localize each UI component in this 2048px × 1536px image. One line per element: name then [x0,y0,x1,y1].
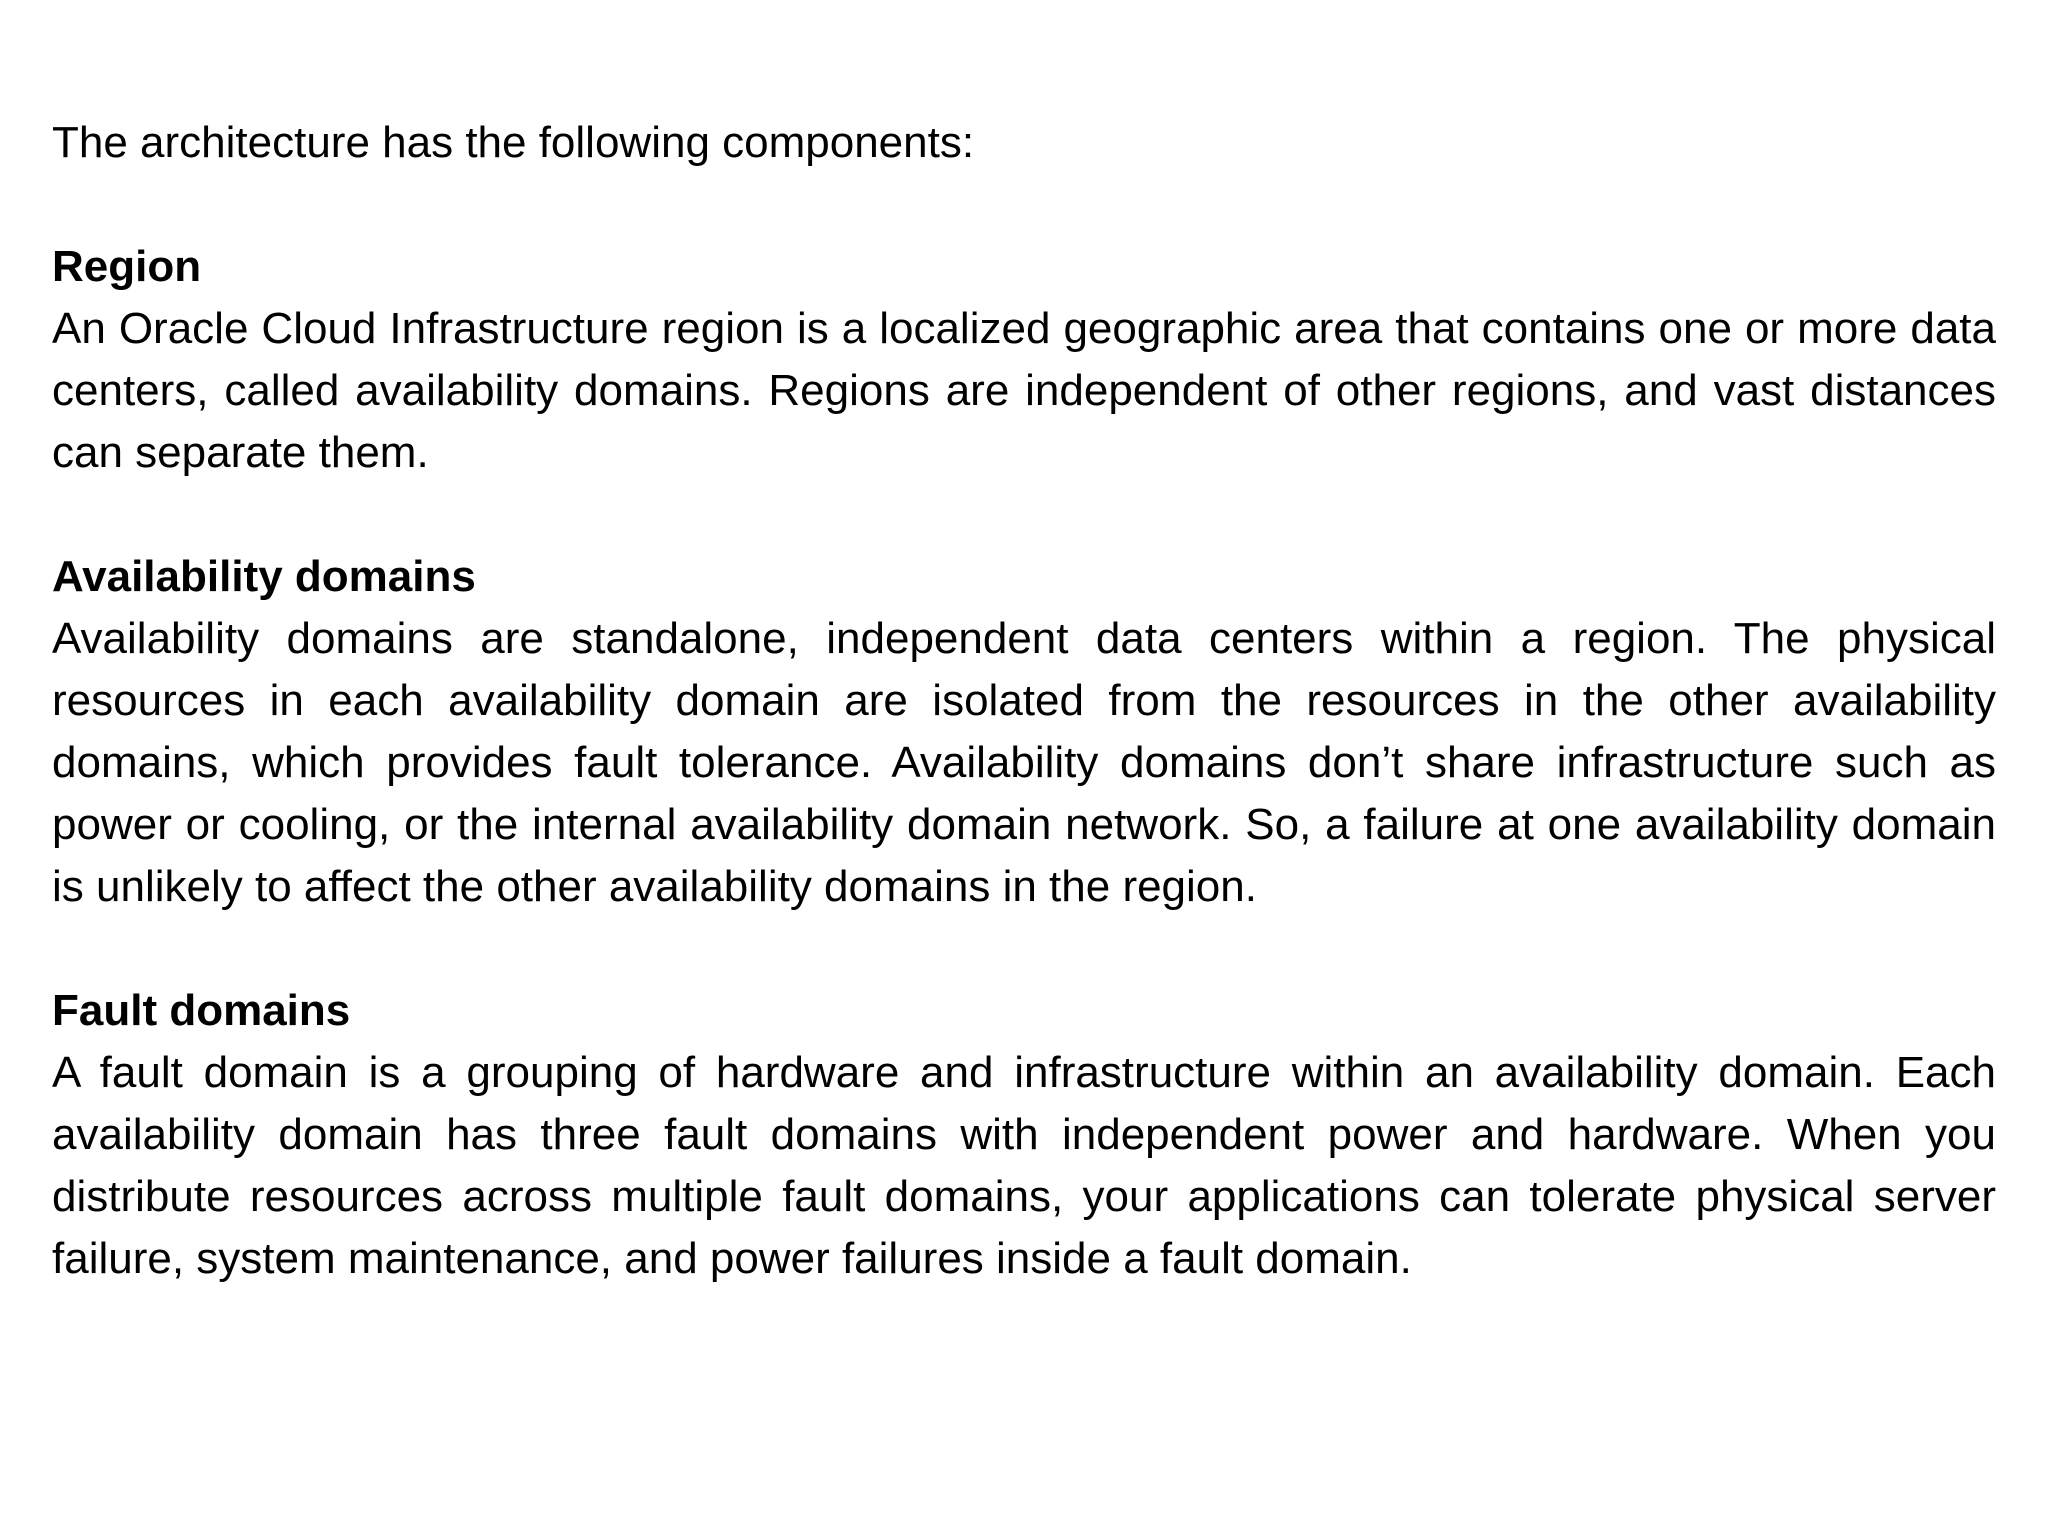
section-body: An Oracle Cloud Infrastructure region is a localized geographic area that contains one or more data centers, called availability domains. Regions are independent of other regions, and vast distances can separate them. [52,304,1996,477]
section-fault-domains [52,980,1996,1290]
section-body: A fault domain is a grouping of hardware and infrastructure within an availability domain. Each availability domain has three fault domains with independent power and hardware. When you distribute resources across multiple fault domains, your applications can tolerate physical server failure, system maintenance, and power failures inside a fault domain. [52,1048,1996,1283]
intro-text: The architecture has the following components: [52,118,975,167]
section-availability-domains [52,546,1996,918]
section-heading: Fault domains [52,986,351,1035]
document-page [52,112,1996,1352]
section-region [52,236,1996,484]
section-heading: Region [52,242,202,291]
section-heading: Availability domains [52,552,476,601]
section-body: Availability domains are standalone, independent data centers within a region. The physical resources in each availability domain are isolated from the resources in the other availability domains, which provides fault tolerance. Availability domains don’t share infrastructure such as power or cooling, or the internal availability domain network. So, a failure at one availability domain is unlikely to affect the other availability domains in the region. [52,614,1996,911]
